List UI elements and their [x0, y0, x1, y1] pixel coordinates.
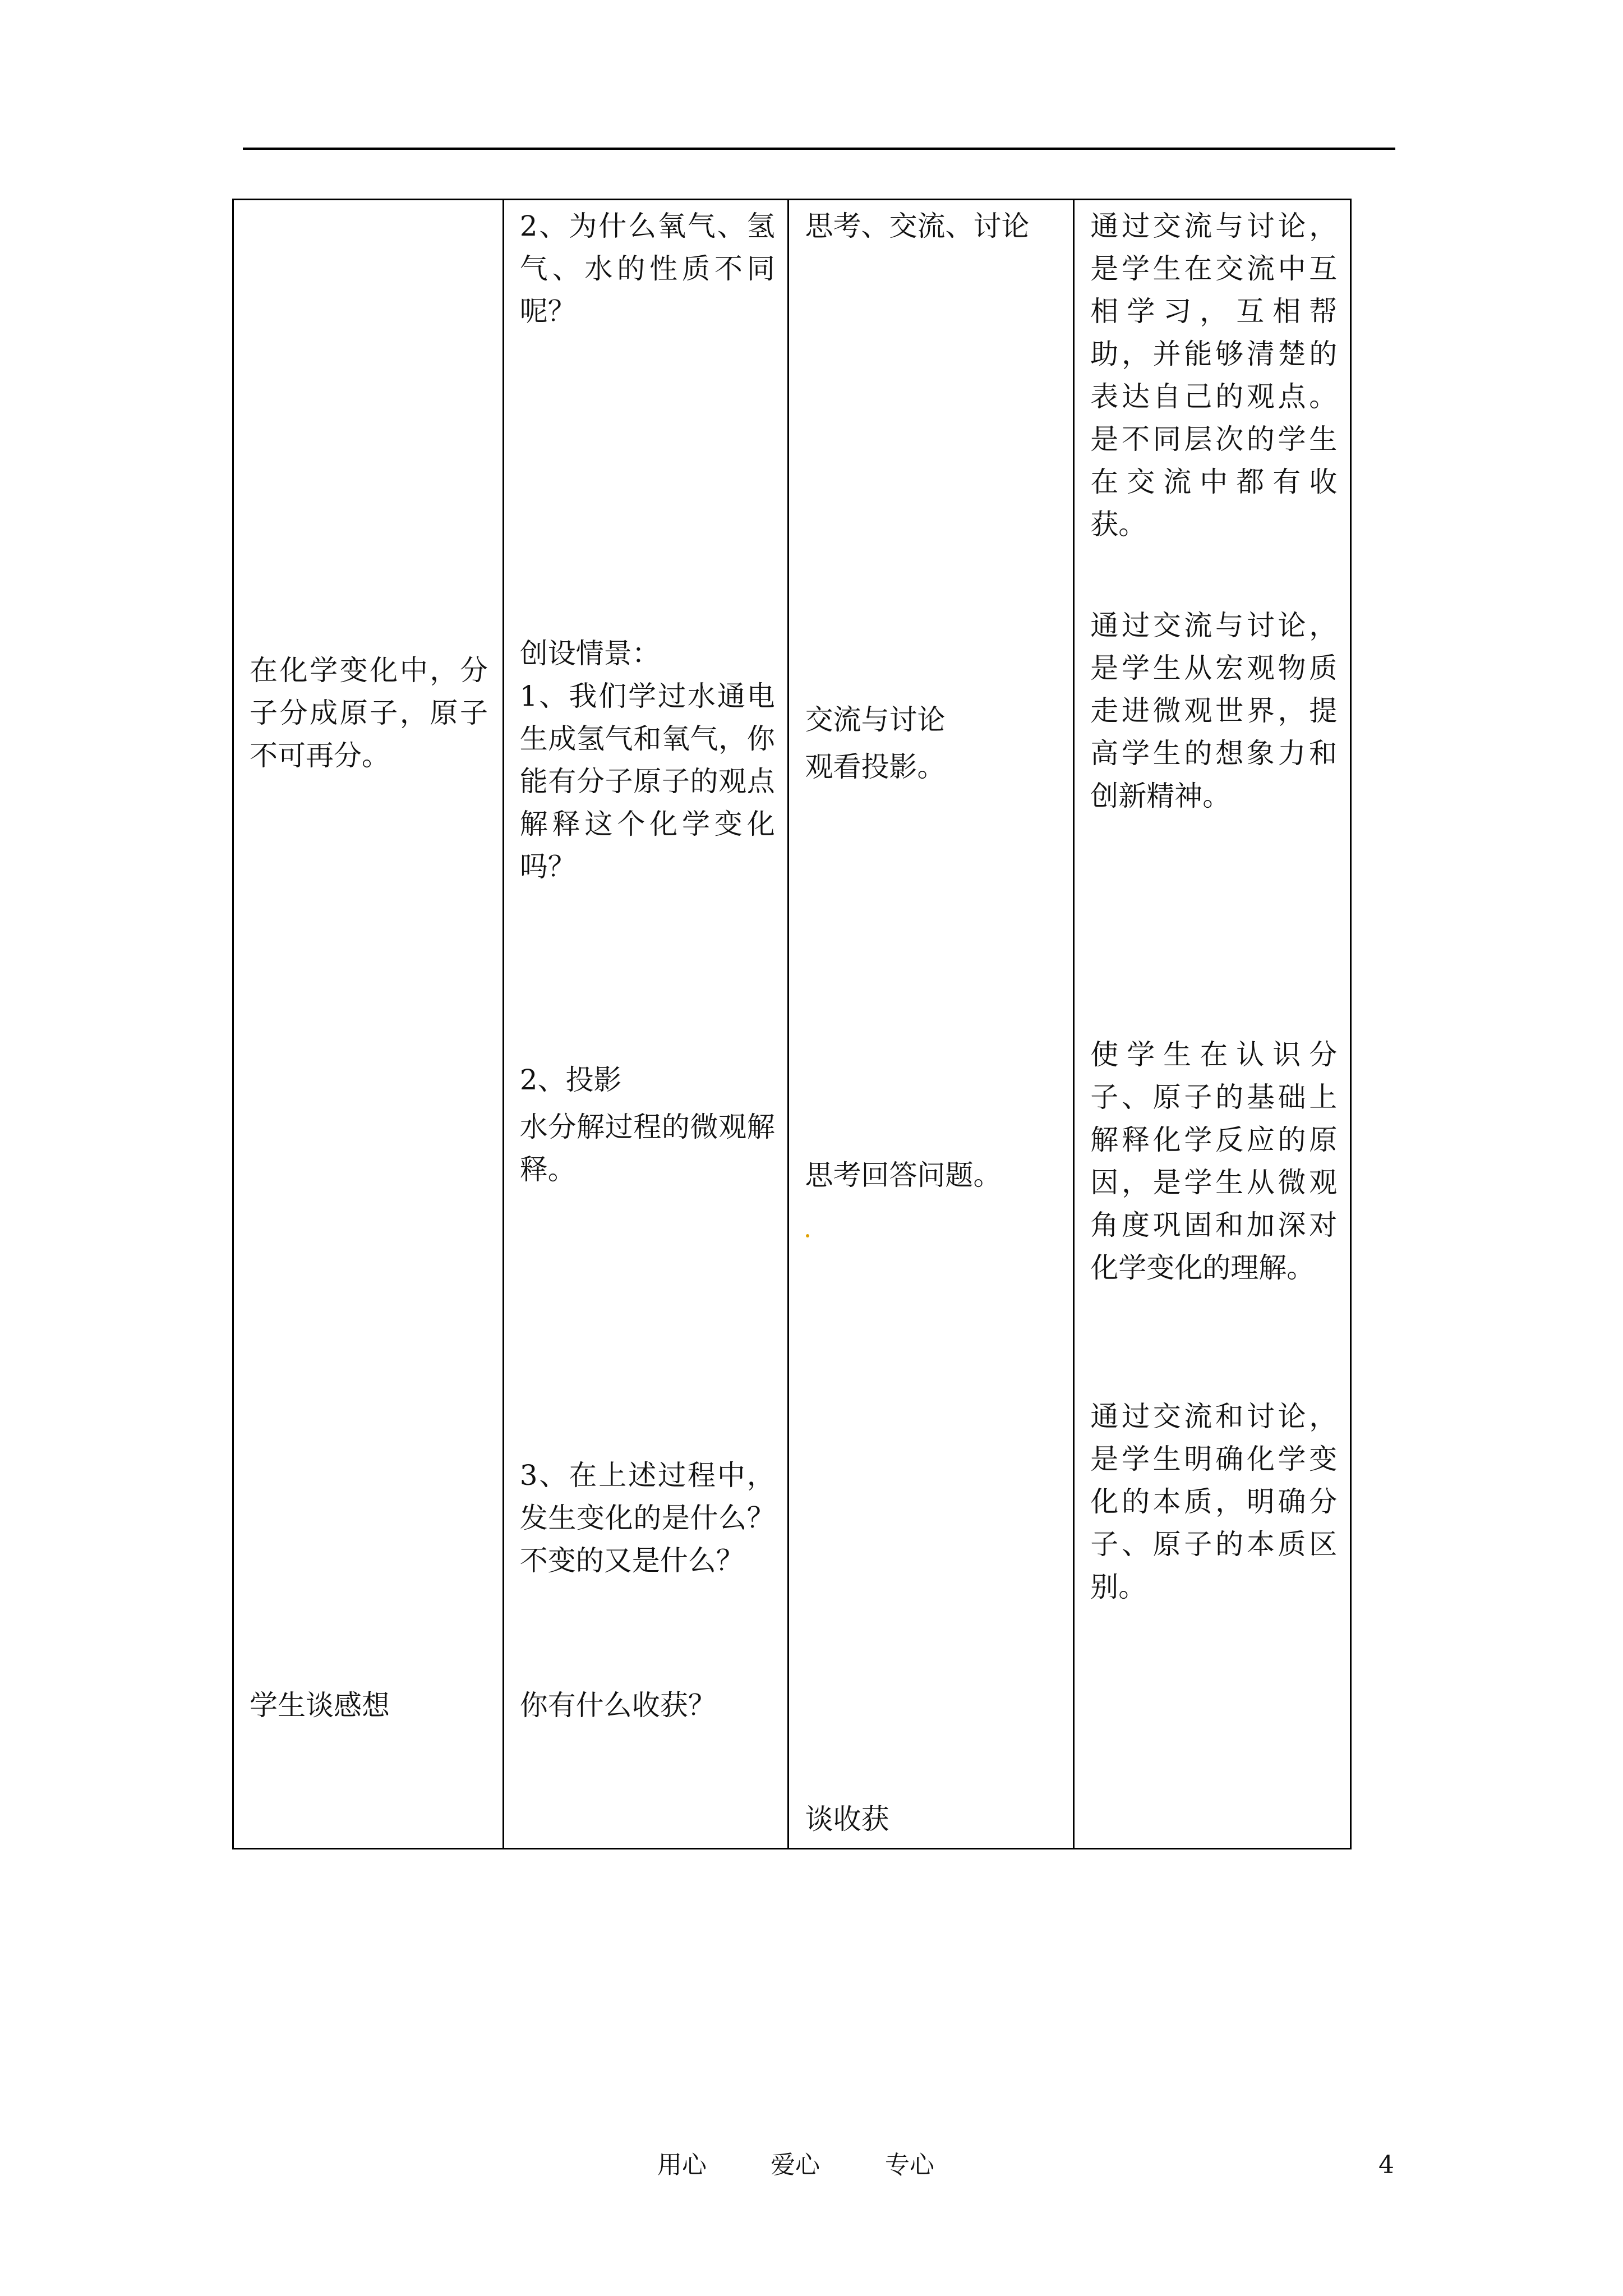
stray-dot: [806, 1234, 809, 1237]
exchange-text: 交流与讨论: [805, 703, 946, 736]
intent-3: 使学生在认识分子、原子的基础上解释化学反应的原因，是学生从微观角度巩固和加深对化学变化的理解。: [1090, 1038, 1338, 1284]
scenario-label: 创设情景：: [519, 637, 660, 670]
footer-motto-1: 用心: [657, 2151, 707, 2179]
answer-text: 思考回答问题。: [805, 1159, 1002, 1191]
footer-motto-3: 专心: [885, 2151, 934, 2179]
projection-block: [520, 1059, 775, 1191]
intent-2: 通过交流与讨论，是学生从宏观物质走进微观世界，提高学生的想象力和创新精神。: [1090, 609, 1338, 812]
exchange-block: [805, 698, 1060, 788]
header-rule: [243, 148, 1395, 150]
projection-text: 水分解过程的微观解释。: [519, 1111, 775, 1186]
content-column: [233, 200, 504, 1849]
page-number: 4: [1378, 2151, 1394, 2179]
think-discuss-text: 思考、交流、讨论: [805, 210, 1030, 242]
lesson-plan-table: [232, 199, 1352, 1849]
principle-text: 在化学变化中，分子分成原子，原子不可再分。: [250, 654, 488, 772]
table-row: [233, 200, 1351, 1849]
watch-text: 观看投影。: [805, 751, 946, 783]
scenario-block: [520, 632, 775, 888]
gains-question: 你有什么收获？: [519, 1689, 716, 1722]
question-3: 3、在上述过程中，发生变化的是什么？不变的又是什么？: [519, 1459, 775, 1577]
footer-motto-2: 爱心: [771, 2151, 820, 2179]
scenario-question-1: 1、我们学过水通电生成氢气和氧气，你能有分子原子的观点解释这个化学变化吗？: [519, 680, 775, 883]
student-activity-column: [789, 200, 1074, 1849]
intent-4: 通过交流和讨论，是学生明确化学变化的本质，明确分子、原子的本质区别。: [1090, 1400, 1338, 1603]
projection-label: 2、投影: [519, 1064, 622, 1096]
design-intent-column: [1074, 200, 1351, 1849]
talk-gains-text: 谈收获: [805, 1803, 889, 1835]
intent-1: 通过交流与讨论，是学生在交流中互相学习，互相帮助，并能够清楚的表达自己的观点。是不同层次的学生在交流中都有收获。: [1090, 210, 1338, 541]
teacher-activity-column: [503, 200, 789, 1849]
question-2: 2、为什么氧气、氢气、水的性质不同呢？: [519, 210, 775, 328]
reflection-text: 学生谈感想: [250, 1689, 390, 1722]
